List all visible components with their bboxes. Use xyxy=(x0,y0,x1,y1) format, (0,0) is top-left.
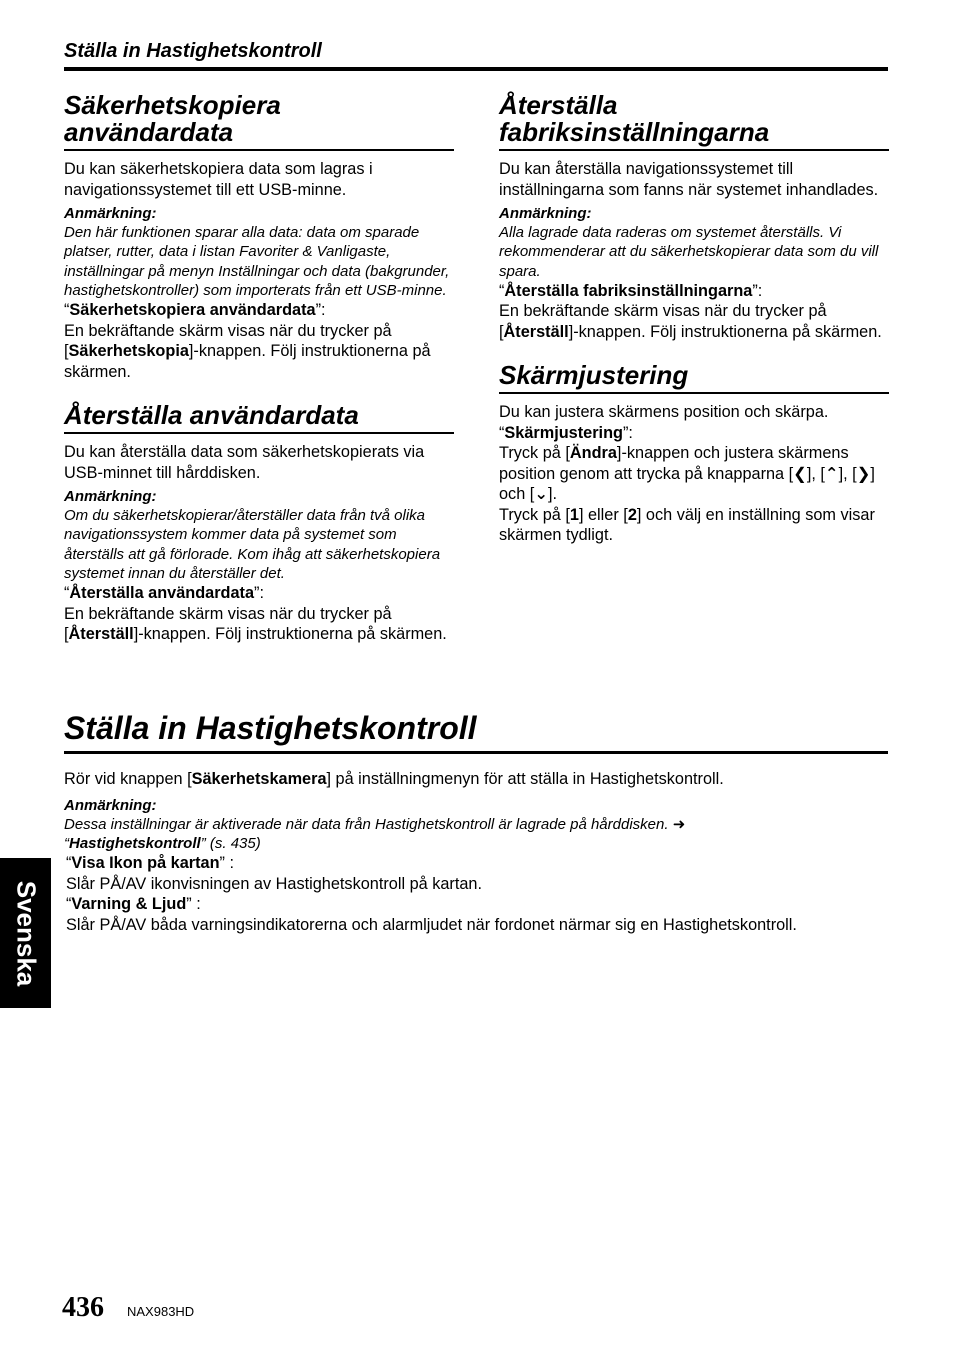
speed-option-1: “Visa Ikon på kartan” : xyxy=(66,854,234,873)
screen-option: “Skärmjustering”: xyxy=(499,423,633,442)
restore-intro: Du kan återställa data som säkerhetskopierats via USB-minnet till hårddisken. xyxy=(64,443,425,482)
language-tab-label: Svenska xyxy=(11,880,41,986)
restore-note-label: Anmärkning: xyxy=(64,488,157,506)
speed-note-label: Anmärkning: xyxy=(64,796,157,814)
backup-button-ref: Säkerhetskopia xyxy=(68,342,189,361)
chevron-left-icon: ❮ xyxy=(793,464,807,483)
backup-note: Den här funktionen sparar alla data: data om sparade platser, rutter, data i listan Favoriter & Vanligaste, inställningar på menyn Inställningar och data (bakgrunder, hastighetskontroller) som importerats från ett USB-minne. xyxy=(64,224,450,299)
speed-note: Dessa inställningar är aktiverade när data från Hastighetskontroll är lagrade på hårddisken. ➜ “Hastighetskontroll” (s. 435) xyxy=(64,815,686,852)
button-1-ref: 1 xyxy=(569,505,579,524)
language-tab xyxy=(0,858,51,1008)
restore-option: “Återställa användardata”: xyxy=(64,584,264,603)
page-number: 436 xyxy=(62,1292,104,1323)
screen-option-name: Skärmjustering xyxy=(504,423,623,442)
chevron-down-icon: ⌄ xyxy=(534,485,548,504)
factory-section xyxy=(499,92,889,342)
speed-intro: Rör vid knappen [Säkerhetskamera] på inställningmenyn för att ställa in Hastighetskontroll. xyxy=(64,770,724,788)
speed-section xyxy=(64,769,894,935)
factory-option-name: Återställa fabriksinställningarna xyxy=(504,281,753,300)
backup-note-label: Anmärkning: xyxy=(64,205,157,222)
backup-option-name: Säkerhetskopiera användardata xyxy=(69,301,316,320)
speed-note-ref: Hastighetskontroll xyxy=(69,834,201,852)
restore-note: Om du säkerhetskopierar/återställer data från två olika navigationssystem kommer data på systemet som återställs att gå förlorade. Kom ihåg att säkerhetskopiera systemet innan du återställer det. xyxy=(64,507,441,583)
screen-intro: Du kan justera skärmens position och skärpa. xyxy=(499,403,829,422)
speed-heading: Ställa in Hastighetskontroll xyxy=(64,709,888,754)
factory-option: “Återställa fabriksinställningarna”: xyxy=(499,281,763,300)
factory-intro: Du kan återställa navigationssystemet till inställningarna som fanns när systemet inhandlades. xyxy=(499,160,879,199)
restore-button-ref: Återställ xyxy=(68,625,134,644)
screen-instructions: Tryck på [Ändra]-knappen och justera skärmens position genom att trycka på knapparna [❮], [⌃], [❯] och [⌄]. Tryck på [1] eller [2] och välj en inställning som visar skärmen tydligt. xyxy=(499,444,875,545)
speed-option-1-text: Slår PÅ/AV ikonvisningen av Hastighetskontroll på kartan. xyxy=(66,874,482,893)
speed-option-1-name: Visa Ikon på kartan xyxy=(71,854,220,873)
model-number: NAX983HD xyxy=(127,1304,195,1319)
restore-section xyxy=(64,402,454,645)
factory-instructions: En bekräftande skärm visas när du trycker på [Återställ]-knappen. Följ instruktionerna på skärmen. xyxy=(499,302,882,341)
screen-section xyxy=(499,362,889,546)
left-column xyxy=(64,92,454,665)
factory-button-ref: Återställ xyxy=(503,322,569,341)
factory-heading: Återställa fabriksinställningarna xyxy=(499,92,889,151)
button-2-ref: 2 xyxy=(627,505,637,524)
speed-option-2-text: Slår PÅ/AV båda varningsindikatorerna och alarmljudet när fordonet närmar sig en Hastighetskontroll. xyxy=(66,915,797,934)
backup-intro: Du kan säkerhetskopiera data som lagras i navigationssystemet till ett USB-minne. xyxy=(64,160,373,199)
running-head: Ställa in Hastighetskontroll xyxy=(64,38,888,71)
chevron-up-icon: ⌃ xyxy=(824,464,839,483)
speed-option-2-name: Varning & Ljud xyxy=(71,895,187,914)
chevron-right-icon: ❯ xyxy=(856,464,871,483)
backup-option: “Säkerhetskopiera användardata”: xyxy=(64,301,326,320)
factory-note-label: Anmärkning: xyxy=(499,205,592,222)
restore-option-name: Återställa användardata xyxy=(69,584,255,603)
change-button-ref: Ändra xyxy=(569,444,617,463)
speed-option-2: “Varning & Ljud” : xyxy=(66,895,201,914)
restore-instructions: En bekräftande skärm visas när du trycker på [Återställ]-knappen. Följ instruktionerna på skärmen. xyxy=(64,604,447,644)
backup-heading: Säkerhetskopiera användardata xyxy=(64,92,454,151)
right-column xyxy=(499,92,889,566)
backup-instructions: En bekräftande skärm visas när du trycker på [Säkerhetskopia]-knappen. Följ instruktionerna på skärmen. xyxy=(64,321,431,381)
restore-heading: Återställa användardata xyxy=(64,402,454,434)
factory-note: Alla lagrade data raderas om systemet återställs. Vi rekommenderar att du säkerhetskopierar data som du vill spara. xyxy=(499,224,879,280)
screen-heading: Skärmjustering xyxy=(499,362,889,394)
backup-section xyxy=(64,92,454,382)
arrow-right-icon: ➜ xyxy=(672,815,686,833)
speed-camera-button-ref: Säkerhetskamera xyxy=(191,770,327,788)
